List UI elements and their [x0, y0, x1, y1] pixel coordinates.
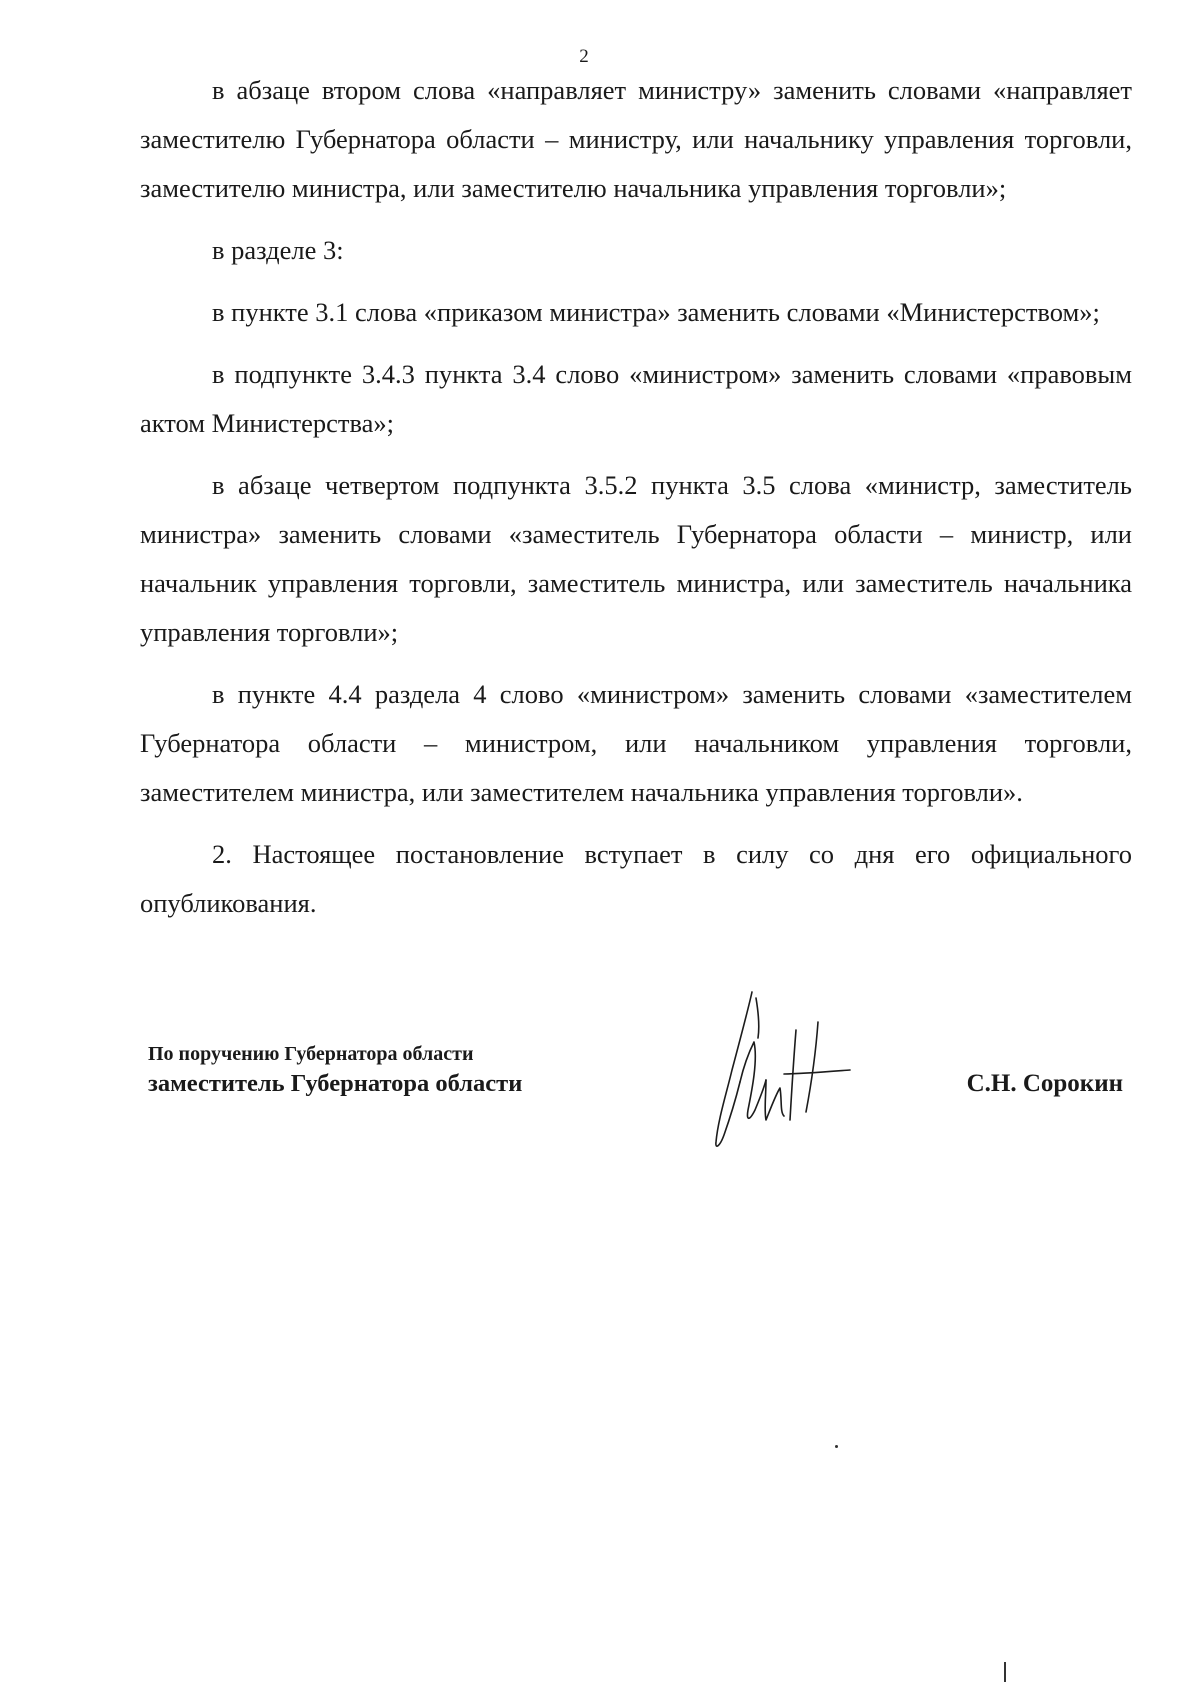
signatory-authority: По поручению Губернатора области — [148, 1043, 474, 1065]
paragraph-point-4-4: в пункте 4.4 раздела 4 слово «министром» заменить словами «заместителем Губернатора области – министром, или начальником управления торговли, заместителем министра, или заместителем начальника управления торговли». — [140, 679, 1132, 807]
scan-speck — [1004, 1662, 1006, 1682]
signature-block — [148, 1043, 1148, 1183]
scan-speck — [835, 1445, 838, 1448]
handwritten-signature — [700, 970, 880, 1170]
paragraph-point-3-1: в пункте 3.1 слова «приказом министра» заменить словами «Министерством»; — [212, 297, 1100, 327]
paragraph-subpoint-3-5-2: в абзаце четвертом подпункта 3.5.2 пункта 3.5 слова «министр, заместитель министра» заменить словами «заместитель Губернатора области – министр, или начальник управления торговли, заместитель министра, или заместитель начальника управления торговли»; — [140, 470, 1132, 647]
paragraph-section-3: в разделе 3: — [212, 235, 344, 265]
paragraph-entry-into-force: 2. Настоящее постановление вступает в силу со дня его официального опубликования. — [140, 839, 1132, 918]
signatory-position: заместитель Губернатора области — [148, 1070, 523, 1097]
paragraph-subpoint-3-4-3: в подпункте 3.4.3 пункта 3.4 слово «министром» заменить словами «правовым актом Министерства»; — [140, 359, 1132, 438]
paragraph-amendment-abzac-2: в абзаце втором слова «направляет министру» заменить словами «направляет заместителю Губернатора области – министру, или начальнику управления торговли, заместителю министра, или заместителю начальника управления торговли»; — [140, 75, 1132, 203]
document-body — [140, 66, 1132, 941]
signatory-name: С.Н. Сорокин — [966, 1070, 1123, 1097]
page-number: 2 — [579, 46, 589, 67]
